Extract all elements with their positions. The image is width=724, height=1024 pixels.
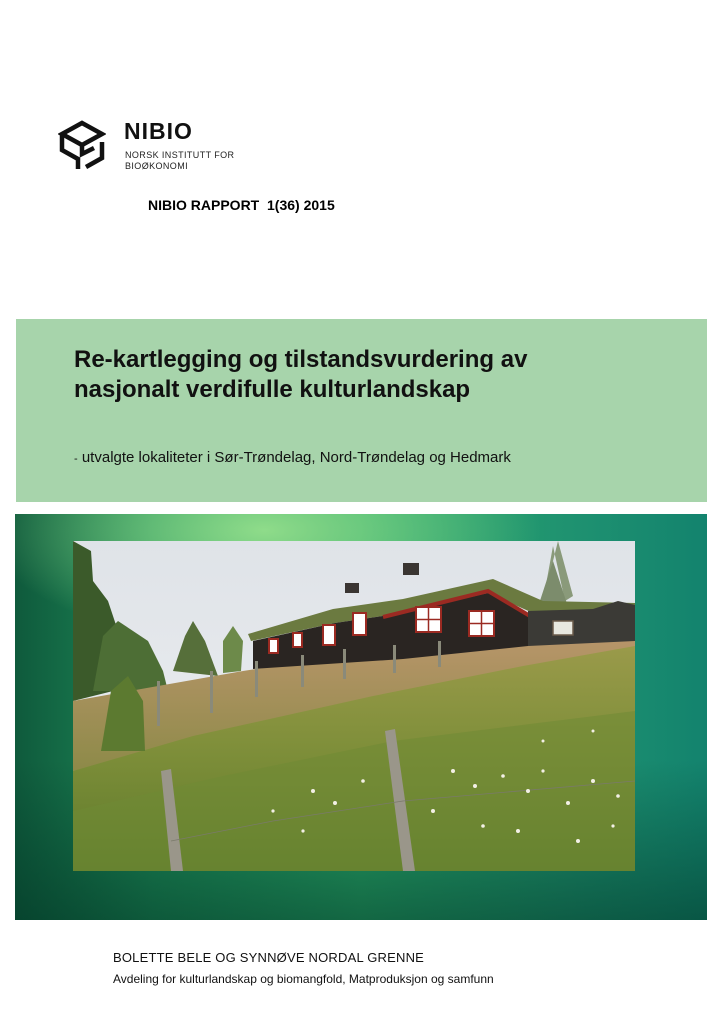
title-line-2: nasjonalt verdifulle kulturlandskap xyxy=(74,376,471,403)
subtitle-text: utvalgte lokaliteter i Sør-Trøndelag, Nord-Trøndelag og Hedmark xyxy=(77,449,511,466)
author-names: BOLETTE BELE OG SYNNØVE NORDAL GRENNE xyxy=(113,950,425,965)
nibio-logo xyxy=(58,118,248,178)
logo-subtitle-line1: NORSK INSTITUTT FOR xyxy=(125,150,235,160)
report-subtitle xyxy=(74,449,511,466)
photo-frame xyxy=(15,514,707,920)
logo-subtitle xyxy=(125,150,255,172)
report-title xyxy=(74,345,674,405)
logo-subtitle-line2: BIOØKONOMI xyxy=(125,161,189,171)
subtitle-dash: - xyxy=(74,453,78,465)
nibio-logo-icon xyxy=(58,120,106,172)
logo-wordmark: NIBIO xyxy=(124,118,193,144)
author-department: Avdeling for kulturlandskap og biomangfold, Matproduksjon og samfunn xyxy=(113,972,494,986)
report-number: NIBIO RAPPORT 1(36) 2015 xyxy=(148,197,335,213)
title-line-1: Re-kartlegging og tilstandsvurdering av xyxy=(74,346,528,373)
title-band xyxy=(16,319,707,502)
cabin-meadow-photo xyxy=(73,541,635,871)
